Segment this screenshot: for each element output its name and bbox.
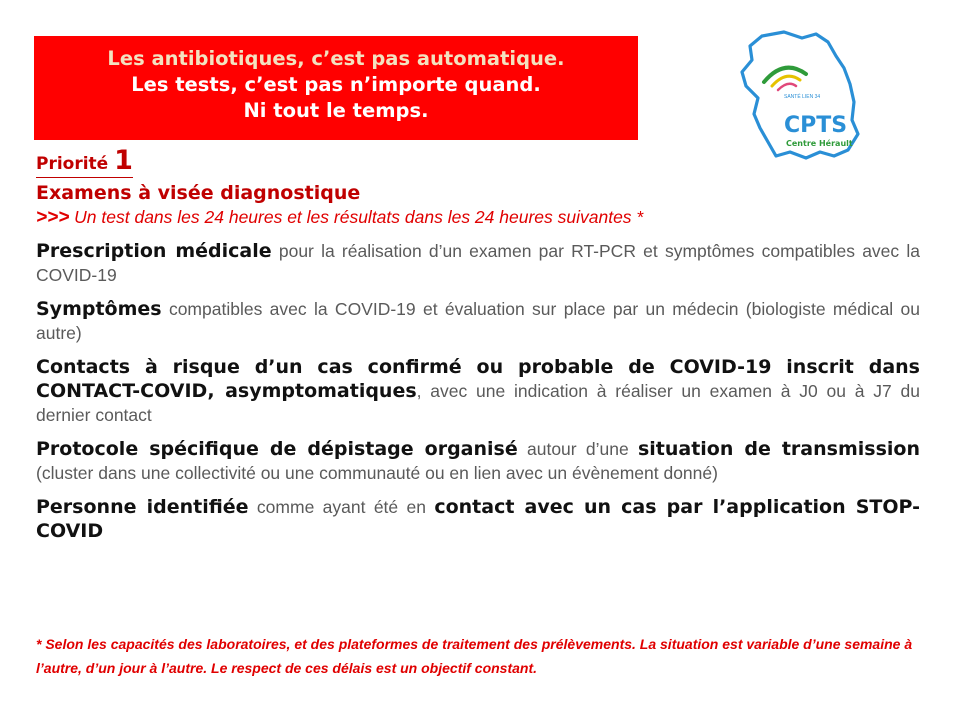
item-personne — [36, 495, 920, 543]
item-bold: Symptômes — [36, 298, 162, 320]
priority-label — [36, 145, 133, 178]
item-bold-2: situation de transmission — [637, 438, 920, 460]
footnote: * Selon les capacités des laboratoires, et des plateformes de traitement des prélèvements. La situation est variable d’une semaine à l’autre, d’un jour à l’autre. Le respect de ces délais est un objectif constant. — [36, 636, 913, 676]
item-contacts — [36, 355, 920, 427]
roof-pink — [778, 84, 796, 90]
item-text: pour la réalisation d’un examen par RT-PCR et symptômes compatibles avec la COVID-19 — [36, 241, 920, 285]
priority-number: 1 — [114, 145, 133, 176]
arrow-marker: >>> — [36, 207, 70, 228]
logo-sub-text: Centre Hérault — [786, 139, 853, 148]
item-bold: Contacts à risque d’un cas confirmé ou probable de COVID-19 inscrit dans CONTACT-COVID, asymptomatiques — [36, 356, 920, 402]
title-banner — [34, 36, 638, 140]
item-bold: Protocole spécifique de dépistage organisé — [36, 438, 518, 460]
section-heading: Examens à visée diagnostique — [36, 182, 361, 204]
item-text-2: (cluster dans une collectivité ou une communauté ou en lien avec un évènement donné) — [36, 463, 718, 483]
item-protocole — [36, 437, 920, 485]
item-symptomes — [36, 297, 920, 345]
item-prescription — [36, 239, 920, 287]
item-text: autour d’une — [517, 439, 638, 459]
sub-heading-text: Un test dans les 24 heures et les résultats dans les 24 heures suivantes * — [69, 207, 644, 227]
logo-tiny-text: SANTÉ LIEN 34 — [784, 94, 821, 100]
item-bold: Prescription médicale — [36, 240, 272, 262]
logo-cpts-text: CPTS — [784, 113, 848, 138]
priority-word: Priorité — [36, 154, 109, 174]
item-bold: Personne identifiée — [36, 496, 249, 518]
banner-line-2: Les tests, c’est pas n’importe quand. — [131, 73, 541, 96]
sub-heading — [36, 206, 920, 229]
banner-line-1: Les antibiotiques, c’est pas automatique. — [107, 47, 565, 70]
item-text: comme ayant été en — [248, 497, 435, 517]
item-text: , avec une indication à réaliser un examen à J0 ou à J7 du dernier contact — [36, 381, 920, 425]
item-bold-2: contact avec un cas par l’application STOP-COVID — [36, 496, 920, 542]
item-text: compatibles avec la COVID-19 et évaluation sur place par un médecin (biologiste médical ou autre) — [36, 299, 920, 343]
main-content — [36, 145, 920, 543]
banner-line-3: Ni tout le temps. — [243, 99, 429, 122]
